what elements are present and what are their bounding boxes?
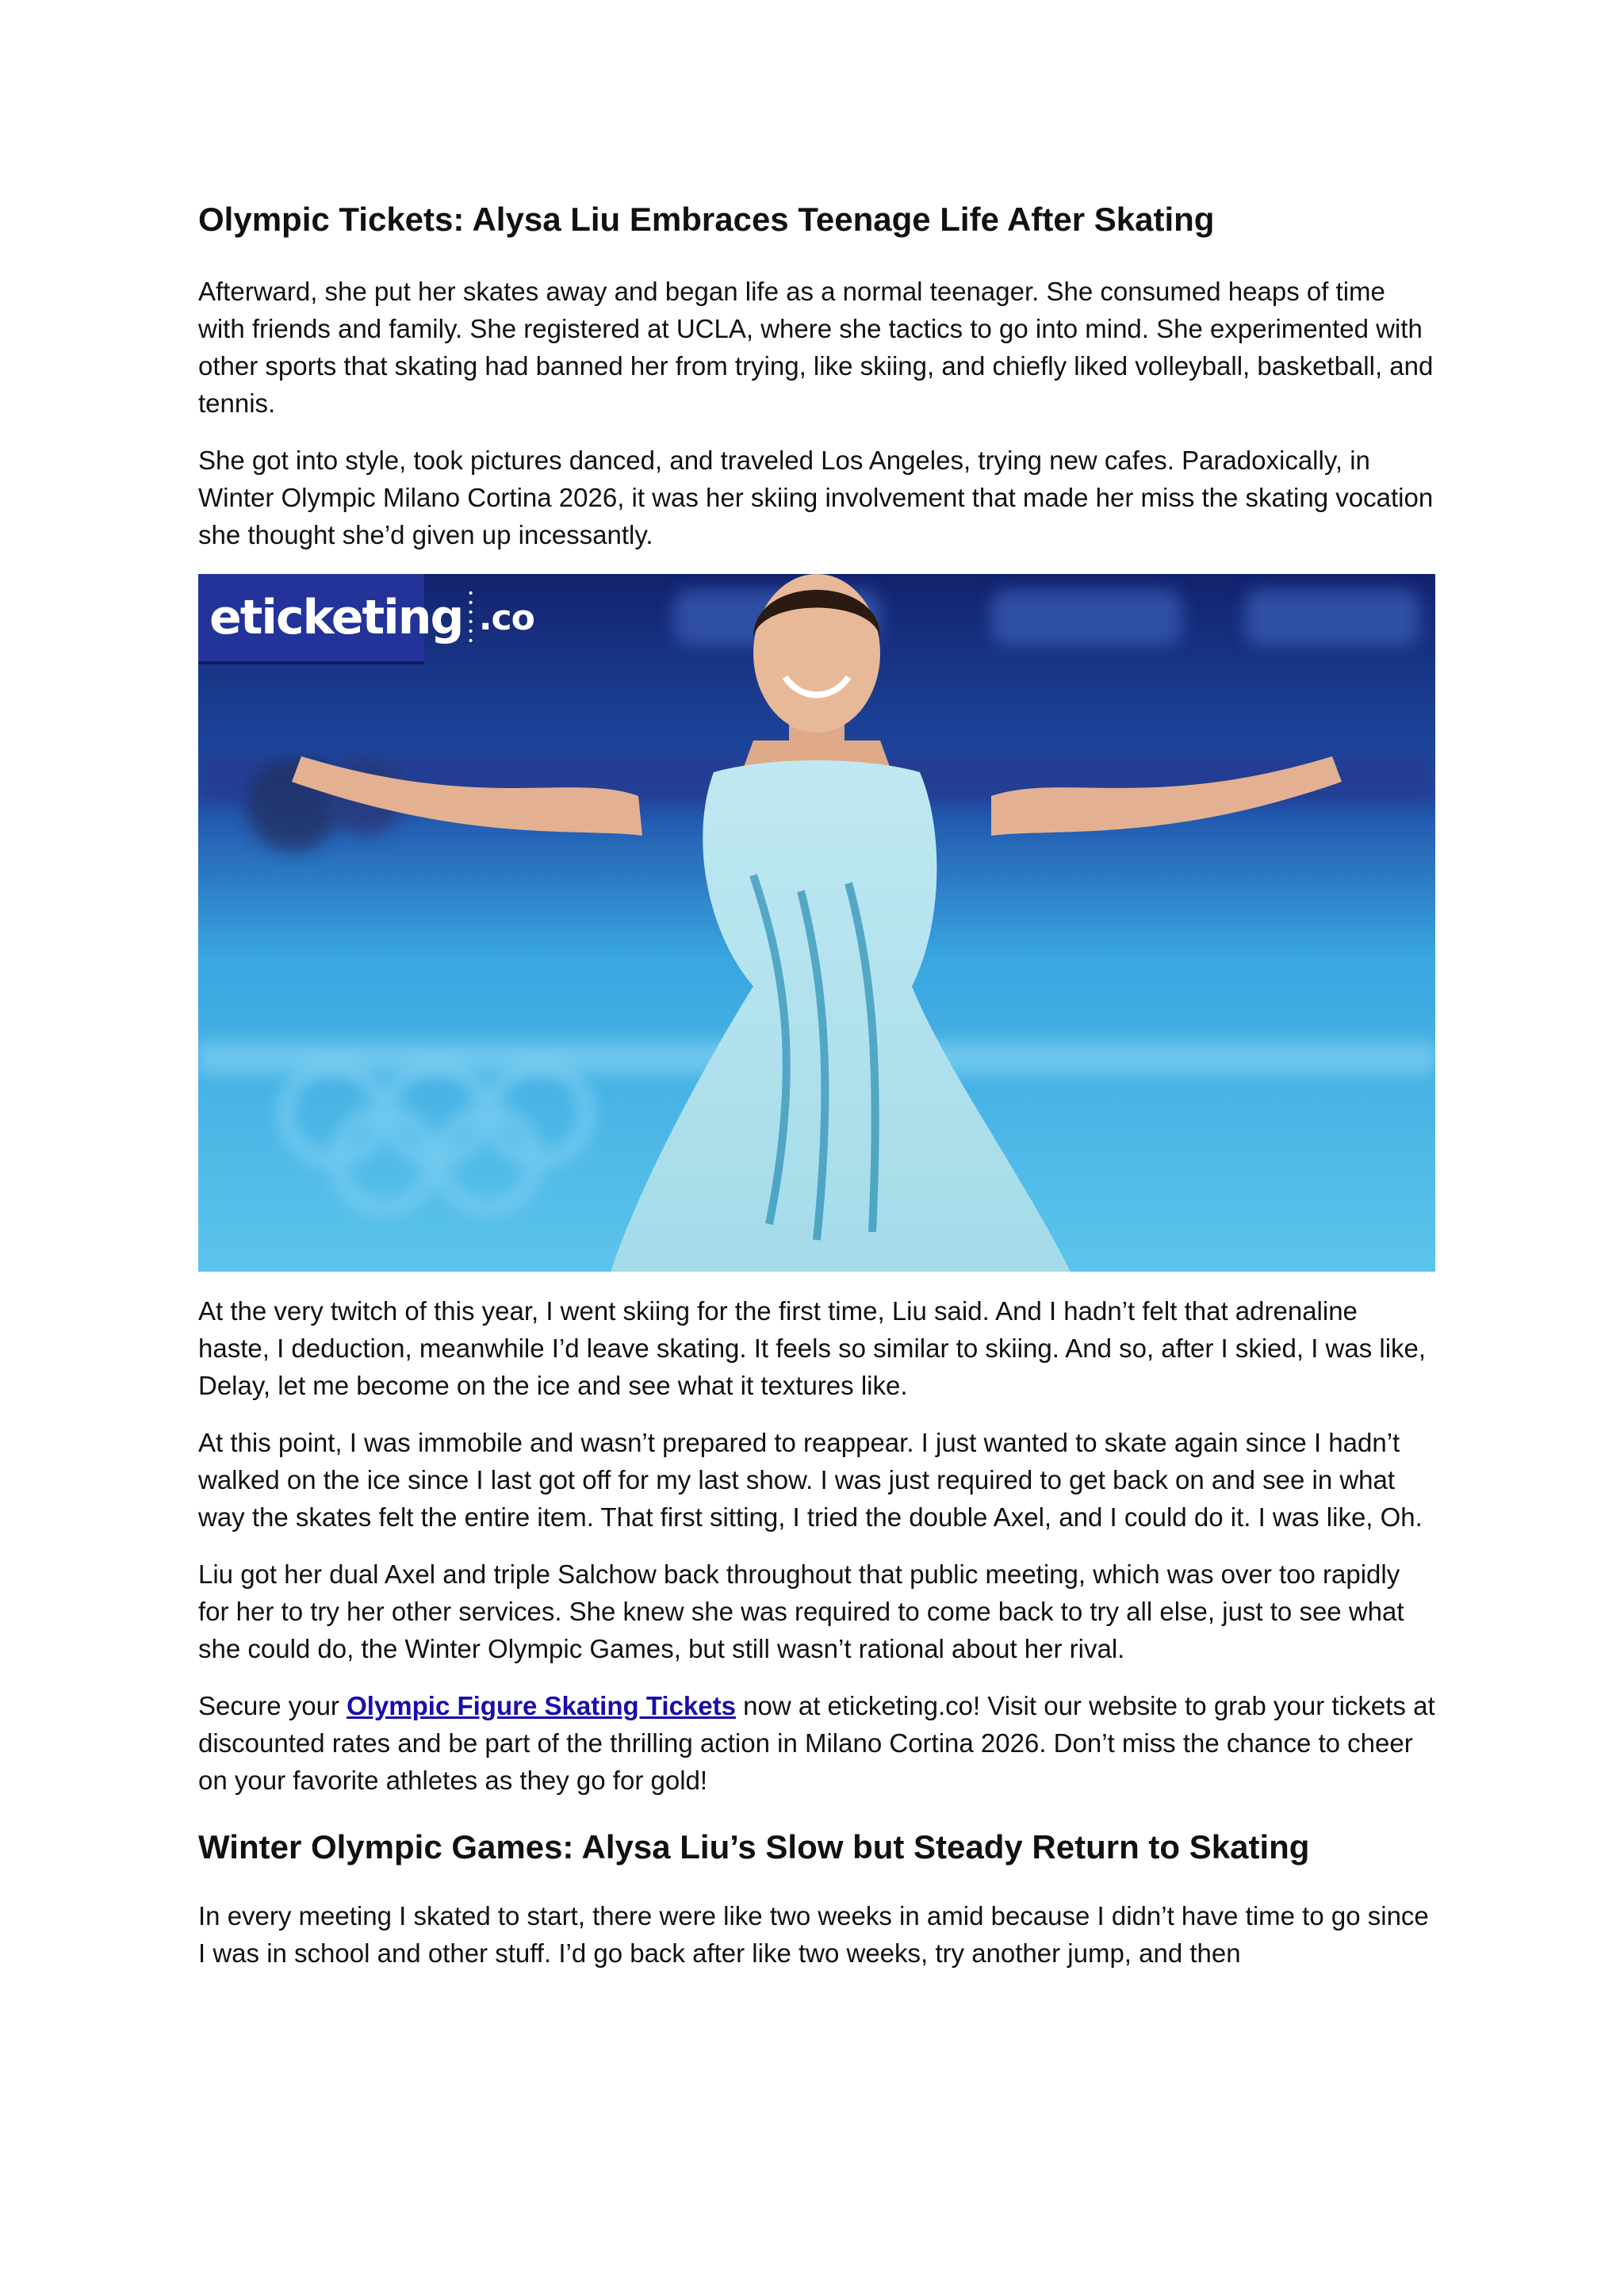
paragraph-secure-tickets [198,1687,1435,1799]
cta-text-before: Secure your [198,1691,347,1720]
logo-dots: •••••• [467,587,474,648]
cta-text-after: now at eticketing.co! Visit our website to grab your tickets at discounted rates and be part of the thrilling action in Milano Cortina 2026. Don’t miss the chance to cheer on your favorite athletes as they go for gold! [198,1691,1435,1795]
eticketing-logo [198,574,534,664]
paragraph-dual-axel: Liu got her dual Axel and triple Salchow back throughout that public meeting, which was over too rapidly for her to try her other services. She knew she was required to come back to try all else, just to see what she could do, the Winter Olympic Games, but still wasn’t rational about her rival. [198,1559,1404,1663]
article-heading-steady-return: Winter Olympic Games: Alysa Liu’s Slow but Steady Return to Skating [198,1828,1310,1866]
logo-tld: .co [478,597,534,638]
paragraph-immobile: At this point, I was immobile and wasn’t prepared to reappear. I just wanted to skate again since I hadn’t walked on the ice since I last got off for my last show. I was just required to get back on and see in what way the skates felt the entire item. That first sitting, I tried the double Axel, and I could do it. I was like, Oh. [198,1428,1423,1532]
paragraph-every-meeting: In every meeting I skated to start, there were like two weeks in amid because I didn’t have time to go since I was in school and other stuff. I’d go back after like two weeks, try another jump, and then [198,1901,1429,1968]
paragraph-went-skiing: At the very twitch of this year, I went skiing for the first time, Liu said. And I hadn’t felt that adrenaline haste, I deduction, meanwhile I’d leave skating. It feels so similar to skiing. And so, after I skied, I was like, Delay, let me become on the ice and see what it textures like. [198,1296,1427,1400]
paragraph-put-skates-away: Afterward, she put her skates away and began life as a normal teenager. She consumed heaps of time with friends and family. She registered at UCLA, where she tactics to go into mind. She experimented with other sports that skating had banned her from trying, like skiing, and chiefly liked volleyball, basketball, and tennis. [198,277,1434,418]
document-page [198,198,1435,1992]
skater-photo [198,574,1435,1272]
logo-wordmark: eticketing [209,590,463,645]
paragraph-style-and-cafes: She got into style, took pictures danced, and traveled Los Angeles, trying new cafes. Paradoxically, in Winter Olympic Milano Cortina 2026, it was her skiing involvement that made her miss the skating vocation she thought she’d given up incessantly. [198,446,1434,549]
skater-illustration [198,574,1435,1272]
olympic-figure-skating-tickets-link[interactable]: Olympic Figure Skating Tickets [347,1691,736,1720]
article-heading-teenage-life: Olympic Tickets: Alysa Liu Embraces Teenage Life After Skating [198,201,1215,238]
